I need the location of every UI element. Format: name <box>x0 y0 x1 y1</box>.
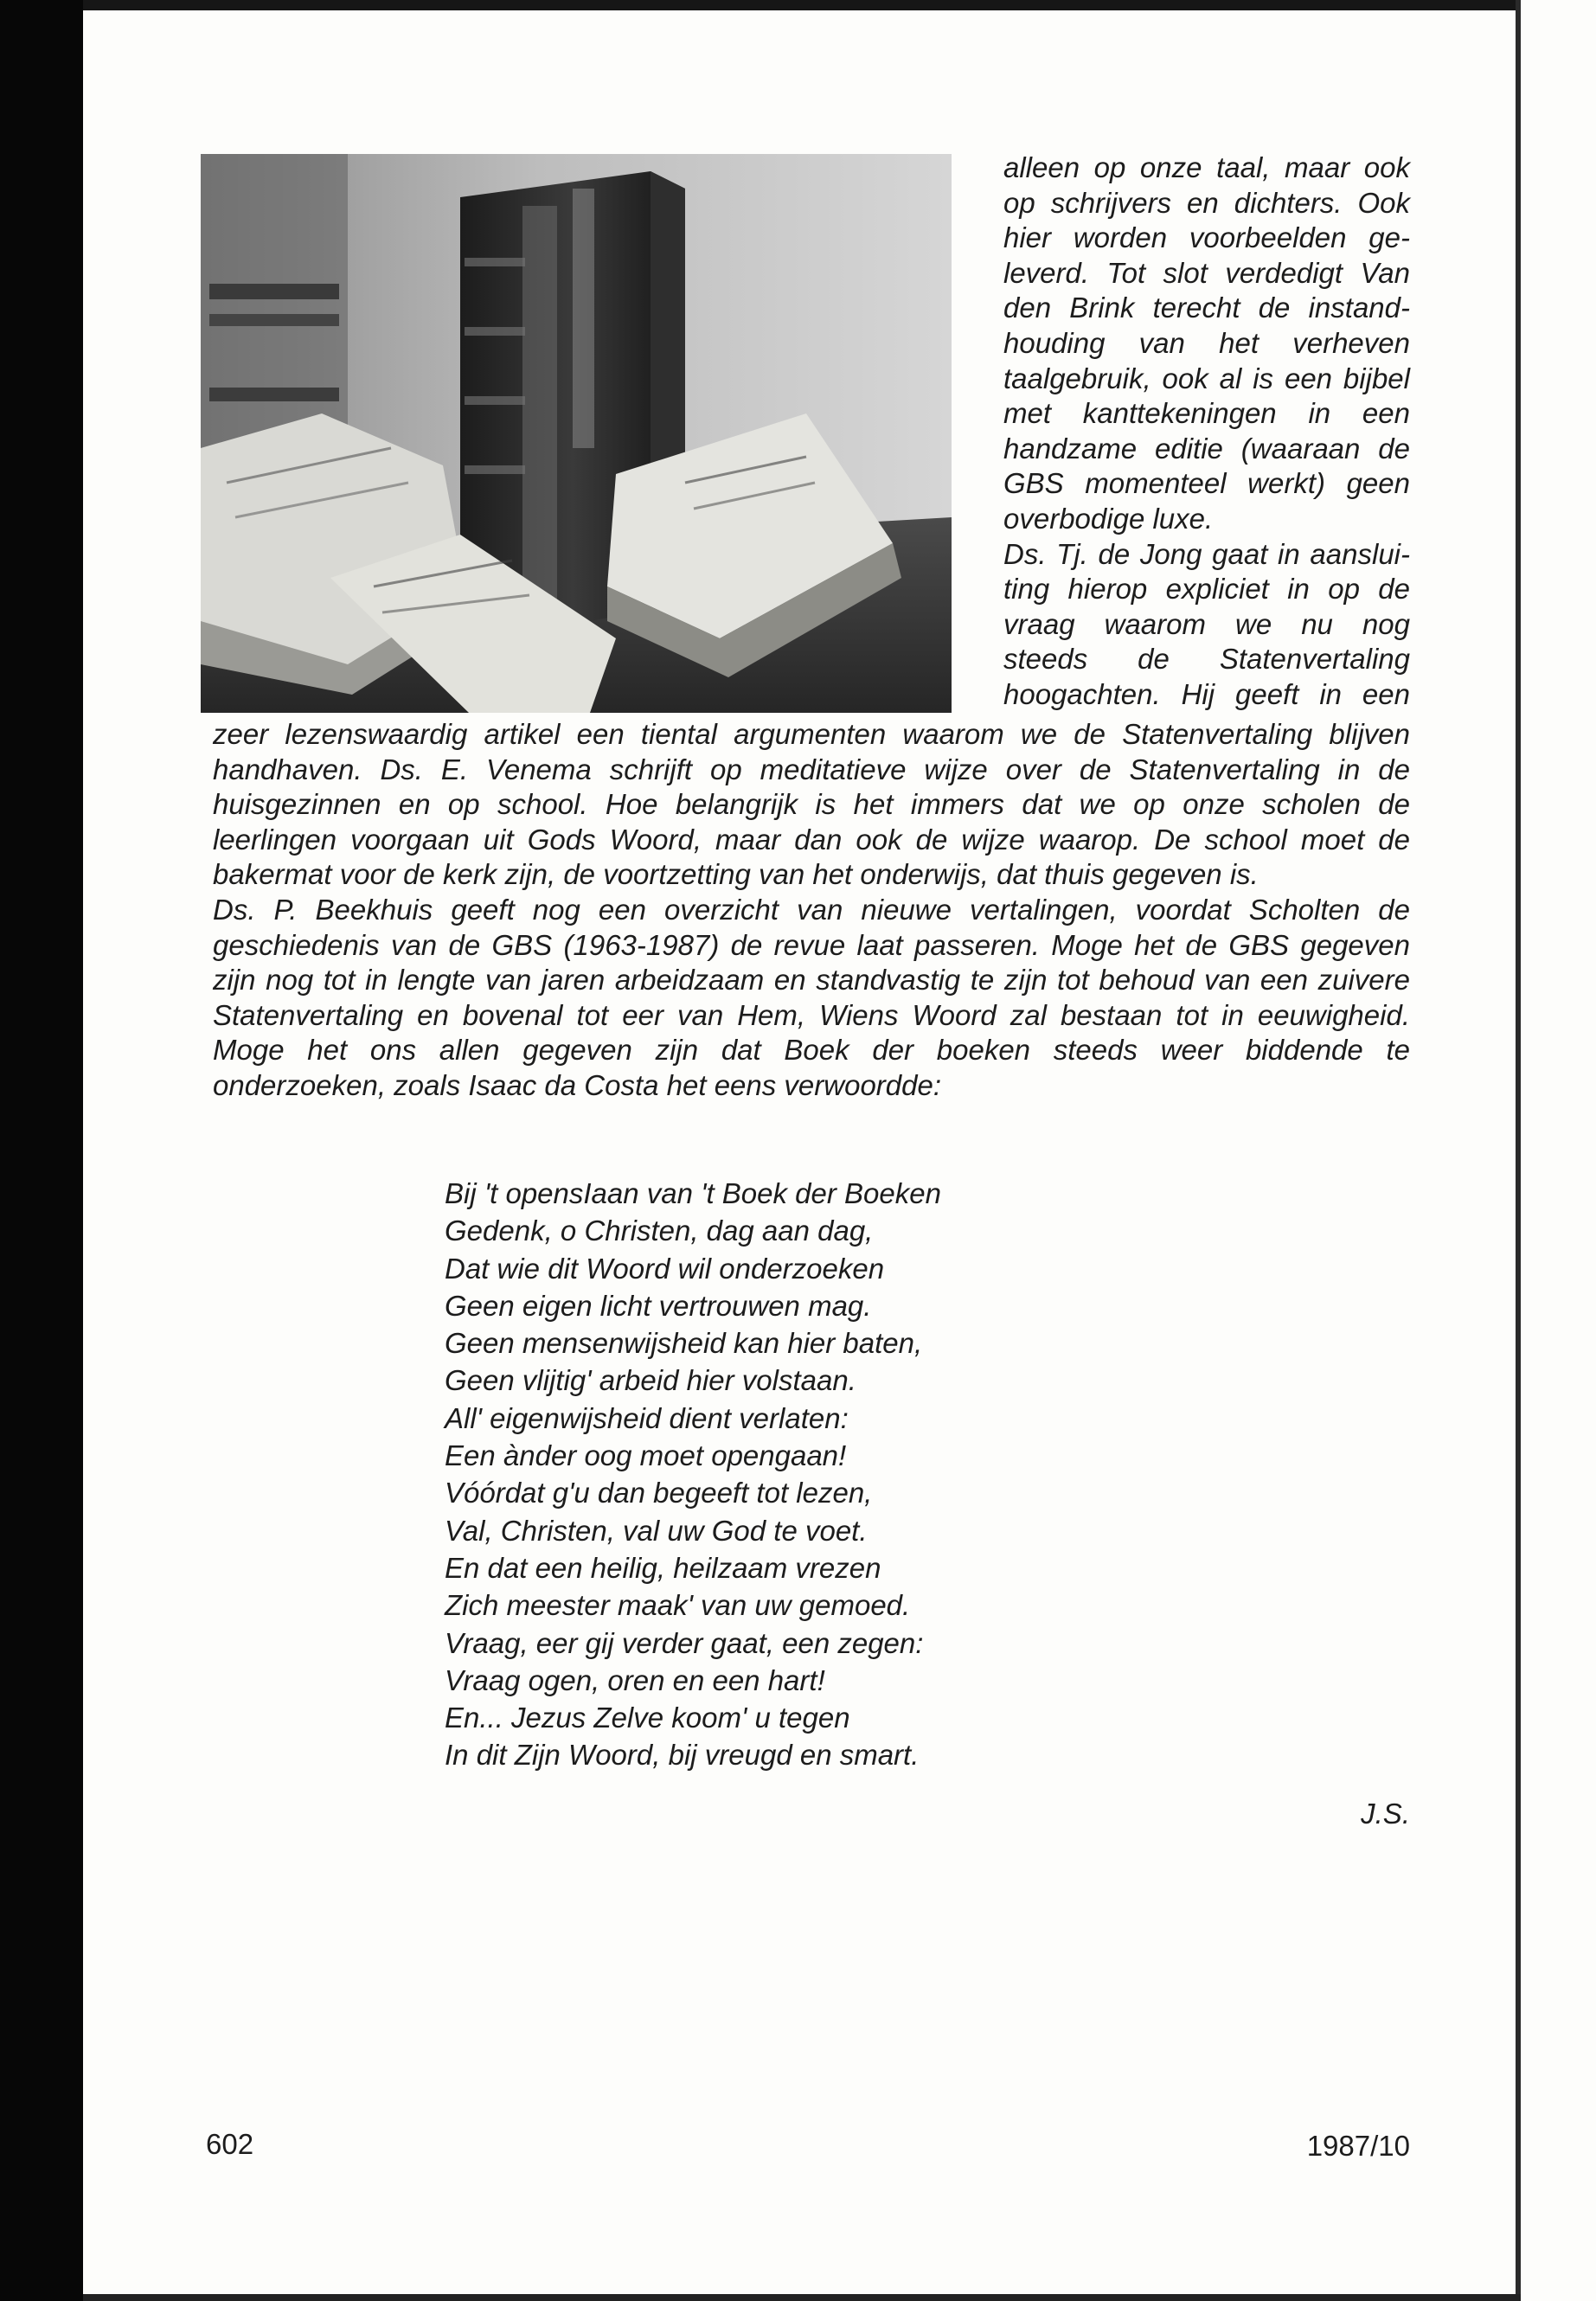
text-line: vraag waarom we nu nog <box>1003 607 1410 640</box>
text-line: geschiedenis van de GBS (1963-1987) de revue laat passeren. Moge het de GBS gegeven <box>213 928 1410 961</box>
side-column-text <box>1003 151 1410 713</box>
issue-number: 1987/10 <box>1306 2130 1410 2162</box>
scan-border-bottom <box>83 2294 1521 2301</box>
text-line: onderzoeken, zoals Isaac da Costa het eens verwoordde: <box>213 1068 942 1101</box>
text-line: Ds. P. Beekhuis geeft nog een overzicht van nieuwe vertalingen, voordat Scholten de <box>213 893 1410 926</box>
text-line: steeds de Statenvertaling <box>1003 643 1410 676</box>
poem <box>445 1175 1102 1774</box>
poem-line: Vóórdat g'u dan begeeft tot lezen, <box>445 1477 873 1509</box>
text-line: op schrijvers en dichters. Ook <box>1003 186 1410 219</box>
text-line: leverd. Tot slot verdedigt Van <box>1003 256 1410 289</box>
poem-line: Vraag ogen, oren en een hart! <box>445 1663 825 1696</box>
text-line: GBS momenteel werkt) geen <box>1003 467 1410 500</box>
poem-line: Geen eigen licht vertrouwen mag. <box>445 1289 872 1322</box>
text-line: alleen op onze taal, maar ook <box>1003 151 1410 183</box>
scan-border-right <box>1516 0 1521 2301</box>
text-line: handzame editie (waaraan de <box>1003 432 1410 465</box>
text-line: overbodige luxe. <box>1003 502 1214 535</box>
poem-line: Een ànder oog moet opengaan! <box>445 1439 847 1472</box>
page-number: 602 <box>206 2128 254 2160</box>
text-line: taalgebruik, ook al is een bijbel <box>1003 362 1410 394</box>
text-line: Ds. Tj. de Jong gaat in aanslui- <box>1003 537 1410 570</box>
text-line: ting hierop expliciet in op de <box>1003 573 1410 606</box>
poem-line: Bij 't opensIaan van 't Boek der Boeken <box>445 1177 941 1209</box>
poem-line: All' eigenwijsheid dient verlaten: <box>445 1401 849 1434</box>
text-line: Statenvertaling en bovenal tot eer van Hem, Wiens Woord zal bestaan tot in eeuwigheid. <box>213 998 1410 1031</box>
poem-line: Vraag, eer gij verder gaat, een zegen: <box>445 1626 924 1659</box>
poem-line: Zich meester maak' van uw gemoed. <box>445 1589 911 1622</box>
text-line: den Brink terecht de instand- <box>1003 292 1410 324</box>
text-line: zijn nog tot in lengte van jaren arbeidzaam en standvastig te zijn tot behoud van een zuivere <box>213 964 1410 997</box>
text-line: Moge het ons allen gegeven zijn dat Boek der boeken steeds weer biddende te <box>213 1034 1410 1067</box>
text-line: huisgezinnen en op school. Hoe belangrijk is het immers dat we op onze scholen de <box>213 788 1410 821</box>
bible-books-photo <box>201 154 952 713</box>
text-line: zeer lezenswaardig artikel een tiental argumenten waarom we de Statenvertaling blijven <box>213 718 1410 750</box>
main-text <box>213 717 1410 1104</box>
text-line: met kanttekeningen in een <box>1003 397 1410 430</box>
poem-line: Geen mensenwijsheid kan hier baten, <box>445 1327 923 1360</box>
text-line: houding van het verheven <box>1003 326 1410 359</box>
scan-border-left <box>0 0 83 2301</box>
poem-line: Geen vlijtig' arbeid hier volstaan. <box>445 1364 856 1397</box>
scan-border-top <box>83 0 1519 10</box>
old-bibles-illustration <box>201 154 952 713</box>
poem-line: In dit Zijn Woord, bij vreugd en smart. <box>445 1739 920 1772</box>
text-line: bakermat voor de kerk zijn, de voortzetting van het onderwijs, dat thuis gegeven is. <box>213 858 1259 891</box>
poem-line: En... Jezus Zelve koom' u tegen <box>445 1702 850 1734</box>
text-line: hoogachten. Hij geeft in een <box>1003 677 1410 710</box>
text-line: leerlingen voorgaan uit Gods Woord, maar dan ook de wijze waarop. De school moet de <box>213 823 1410 856</box>
text-line: hier worden voorbeelden ge- <box>1003 221 1410 254</box>
author-signature: J.S. <box>1361 1798 1410 1830</box>
poem-line: Dat wie dit Woord wil onderzoeken <box>445 1252 885 1285</box>
poem-line: Gedenk, o Christen, dag aan dag, <box>445 1215 874 1247</box>
text-line: handhaven. Ds. E. Venema schrijft op meditatieve wijze over de Statenvertaling in de <box>213 753 1410 785</box>
poem-line: Val, Christen, val uw God te voet. <box>445 1514 868 1547</box>
poem-line: En dat een heilig, heilzaam vrezen <box>445 1551 881 1584</box>
